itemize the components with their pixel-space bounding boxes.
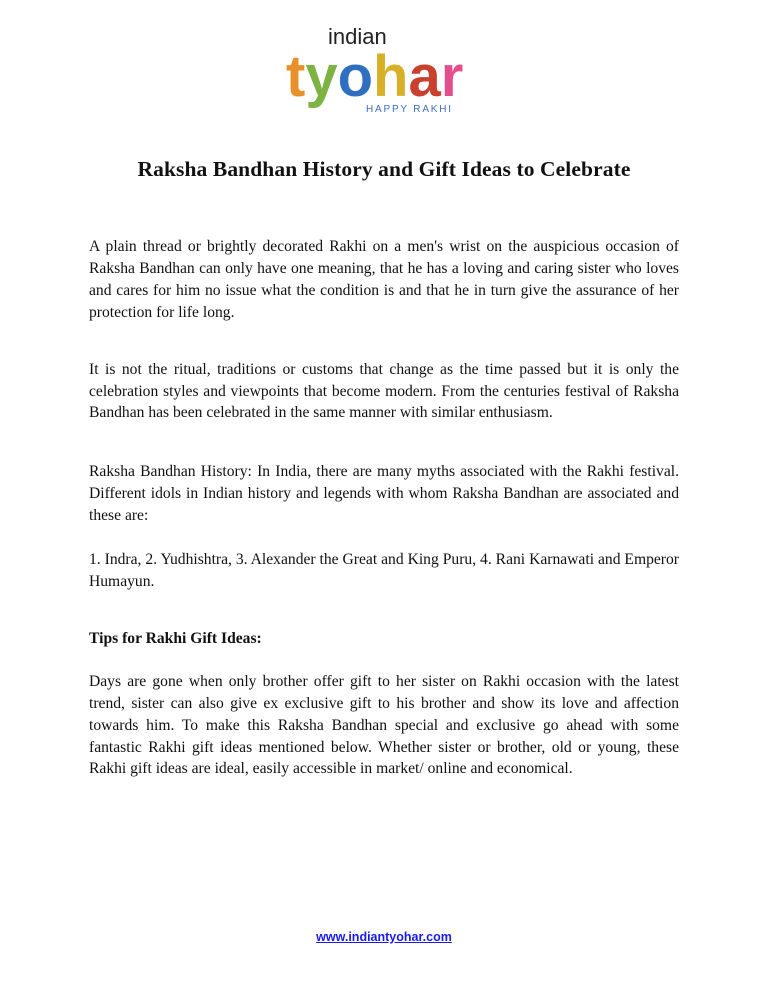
logo-letter-h: h (373, 44, 409, 109)
paragraph-intro: A plain thread or brightly decorated Rakhi on a men's wrist on the auspicious occasion of Raksha Bandhan can only have one meaning, that he has a loving and caring sister who loves and cares for him no issue what the condition is and that he in turn give the assurance of her protection for life long. (89, 238, 679, 321)
paragraph-history: Raksha Bandhan History: In India, there are many myths associated with the Rakhi festival. Different idols in Indian history and legends with whom Raksha Bandhan are associated and these are: (89, 463, 679, 525)
logo-letter-o: o (337, 44, 374, 109)
document-body (89, 236, 679, 780)
paragraph-ritual: It is not the ritual, traditions or customs that change as the time passed but it is only the celebration styles and viewpoints that become modern. From the centuries festival of Raksha Bandhan has been celebrated in the same manner with similar enthusiasm. (89, 360, 679, 422)
logo-tagline: HAPPY RAKHI (366, 104, 453, 115)
brand-logo (284, 14, 484, 124)
document-title: Raksha Bandhan History and Gift Ideas to Celebrate (137, 157, 631, 181)
paragraph-legends-list: 1. Indra, 2. Yudhishtra, 3. Alexander the Great and King Puru, 4. Rani Karnawati and Emperor Humayun. (89, 551, 679, 590)
logo-word-indian: indian (328, 24, 387, 49)
logo-letter-y: y (305, 44, 338, 109)
brand-logo-graphic (284, 14, 484, 124)
paragraph-gift-ideas: Days are gone when only brother offer gift to her sister on Rakhi occasion with the latest trend, sister can also give ex exclusive gift to his brother and show its love and affection towards him. To make this Raksha Bandhan special and exclusive go ahead with some fantastic Rakhi gift ideas mentioned below. Whether sister or brother, old or young, these Rakhi gift ideas are ideal, easily accessible in market/ online and economical. (89, 672, 679, 778)
logo-letter-r: r (440, 44, 464, 109)
logo-letter-a: a (408, 44, 441, 109)
logo-letter-t: t (286, 44, 306, 109)
logo-word-tyohar (286, 44, 463, 109)
tips-heading: Tips for Rakhi Gift Ideas: (89, 629, 262, 647)
website-link[interactable]: www.indiantyohar.com (316, 930, 452, 944)
